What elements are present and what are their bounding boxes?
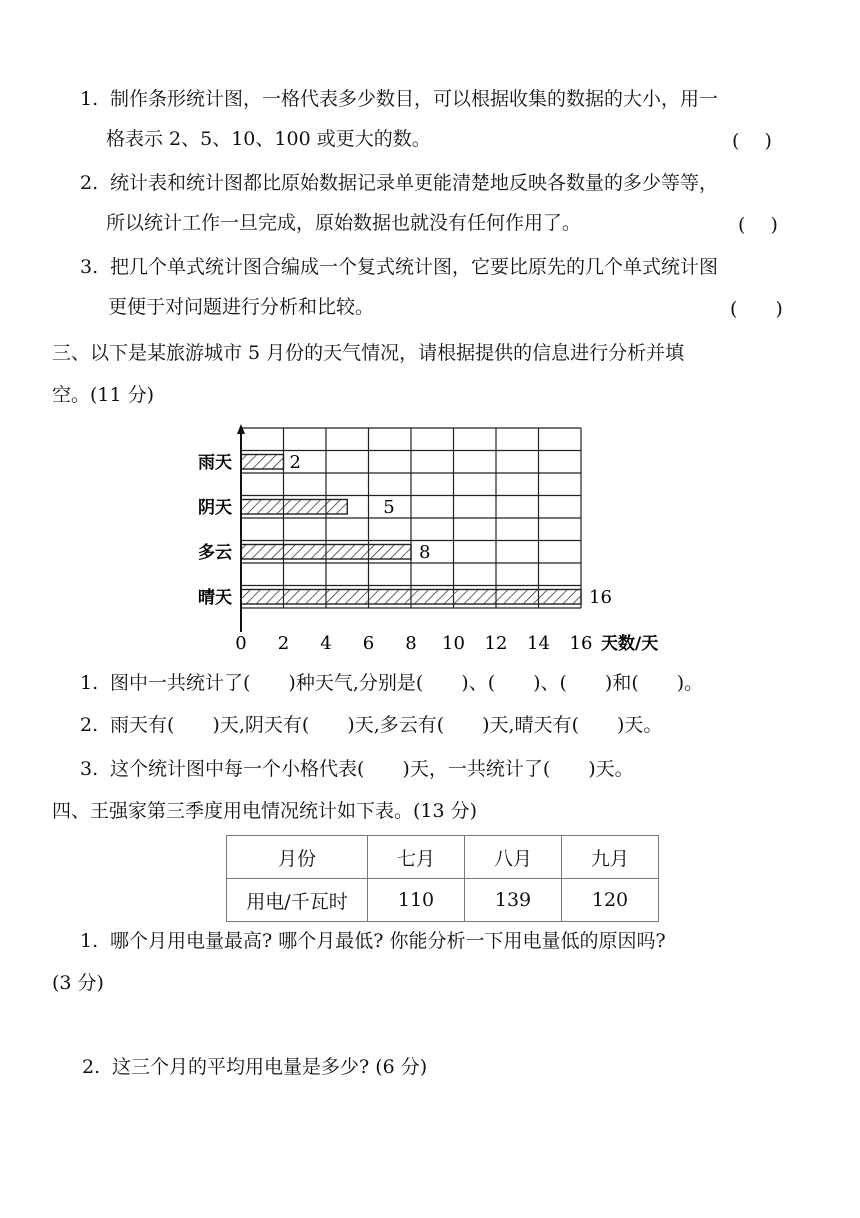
s3-question-3: [80, 756, 634, 782]
item-1-line1: [80, 86, 718, 112]
question-number: 2.: [80, 714, 99, 736]
s3-question-2: [80, 712, 662, 738]
section-4-title: 四、王强家第三季度用电情况统计如下表。(13 分): [52, 800, 478, 822]
question-number: 1.: [80, 672, 99, 694]
table-cell: 139: [465, 879, 562, 922]
item-text: 制作条形统计图，一格代表多少数目，可以根据收集的数据的大小，用一: [110, 88, 719, 110]
bar-3: [241, 545, 411, 560]
question-number: 3.: [80, 758, 99, 780]
x-tick-label: 8: [405, 633, 417, 654]
section-3-title-cont: 空。(11 分): [52, 384, 155, 406]
table-header-cell: 九月: [562, 836, 659, 879]
item-number: 3.: [80, 256, 99, 278]
bar-1: [241, 455, 284, 470]
x-tick-label: 2: [277, 633, 290, 654]
question-text: 哪个月用电量最高? 哪个月最低? 你能分析一下用电量低的原因吗?: [110, 930, 666, 952]
category-label: 多云: [198, 543, 232, 563]
table-cell: 110: [368, 879, 465, 922]
answer-paren[interactable]: ( ): [738, 214, 778, 236]
s3-question-1: [80, 670, 703, 696]
chart-category-labels: [198, 453, 232, 608]
x-tick-label: 14: [527, 633, 550, 654]
x-tick-label: 4: [320, 633, 332, 654]
bar-2: [241, 500, 347, 515]
x-tick-label: 6: [362, 633, 375, 654]
value-label: 16: [589, 587, 612, 608]
value-label: 8: [419, 542, 431, 563]
s4-question-2: [82, 1054, 427, 1080]
question-number: 2.: [82, 1056, 101, 1078]
value-label: 5: [383, 497, 395, 518]
item-1-line2: 格表示 2、5、10、100 或更大的数。: [106, 128, 431, 150]
question-text: 这三个月的平均用电量是多少? (6 分): [112, 1056, 428, 1078]
table-header-cell: 七月: [368, 836, 465, 879]
x-tick-label: 16: [569, 633, 593, 654]
item-number: 2.: [80, 172, 99, 194]
item-3-line1: [80, 254, 718, 280]
value-label: 2: [289, 452, 301, 473]
category-label: 晴天: [198, 588, 232, 608]
chart-x-ticks: [235, 633, 592, 654]
question-text: 这个统计图中每一个小格代表( )天，一共统计了( )天。: [110, 758, 634, 780]
x-tick-label: 10: [442, 633, 465, 654]
weather-bar-chart: [180, 422, 700, 654]
question-text: 雨天有( )天,阴天有( )天,多云有( )天,晴天有( )天。: [110, 714, 663, 736]
y-axis-arrow: [237, 424, 245, 434]
bar-4: [241, 590, 581, 605]
section-3-title: 三、以下是某旅游城市 5 月份的天气情况，请根据提供的信息进行分析并填: [52, 342, 685, 364]
answer-paren[interactable]: ( ): [732, 130, 772, 152]
electricity-table: [226, 835, 659, 922]
item-3-line2: 更便于对问题进行分析和比较。: [108, 296, 375, 318]
item-2-line2: 所以统计工作一旦完成，原始数据也就没有任何作用了。: [106, 212, 582, 234]
item-text: 把几个单式统计图合编成一个复式统计图，它要比原先的几个单式统计图: [110, 256, 719, 278]
table-header-cell: 月份: [227, 836, 368, 879]
table-row: [227, 879, 659, 922]
category-label: 阴天: [198, 498, 232, 518]
chart-value-labels: [290, 452, 612, 608]
question-number: 1.: [80, 930, 99, 952]
x-tick-label: 0: [235, 633, 247, 654]
table-header-row: [227, 836, 659, 879]
item-number: 1.: [80, 88, 99, 110]
x-tick-label: 12: [484, 633, 508, 654]
table-cell: 120: [562, 879, 659, 922]
question-text: 图中一共统计了( )种天气,分别是( )、( )、( )和( )。: [110, 672, 704, 694]
x-axis-label: 天数/天: [601, 634, 659, 654]
answer-paren[interactable]: ( ): [730, 298, 783, 320]
category-label: 雨天: [198, 453, 232, 473]
s4-question-1: [80, 928, 666, 954]
table-header-cell: 八月: [465, 836, 562, 879]
s4-question-1-score: (3 分): [52, 972, 104, 994]
item-2-line1: [80, 170, 718, 196]
table-cell: 用电/千瓦时: [227, 879, 368, 922]
item-text: 统计表和统计图都比原始数据记录单更能清楚地反映各数量的多少等等，: [110, 172, 719, 194]
